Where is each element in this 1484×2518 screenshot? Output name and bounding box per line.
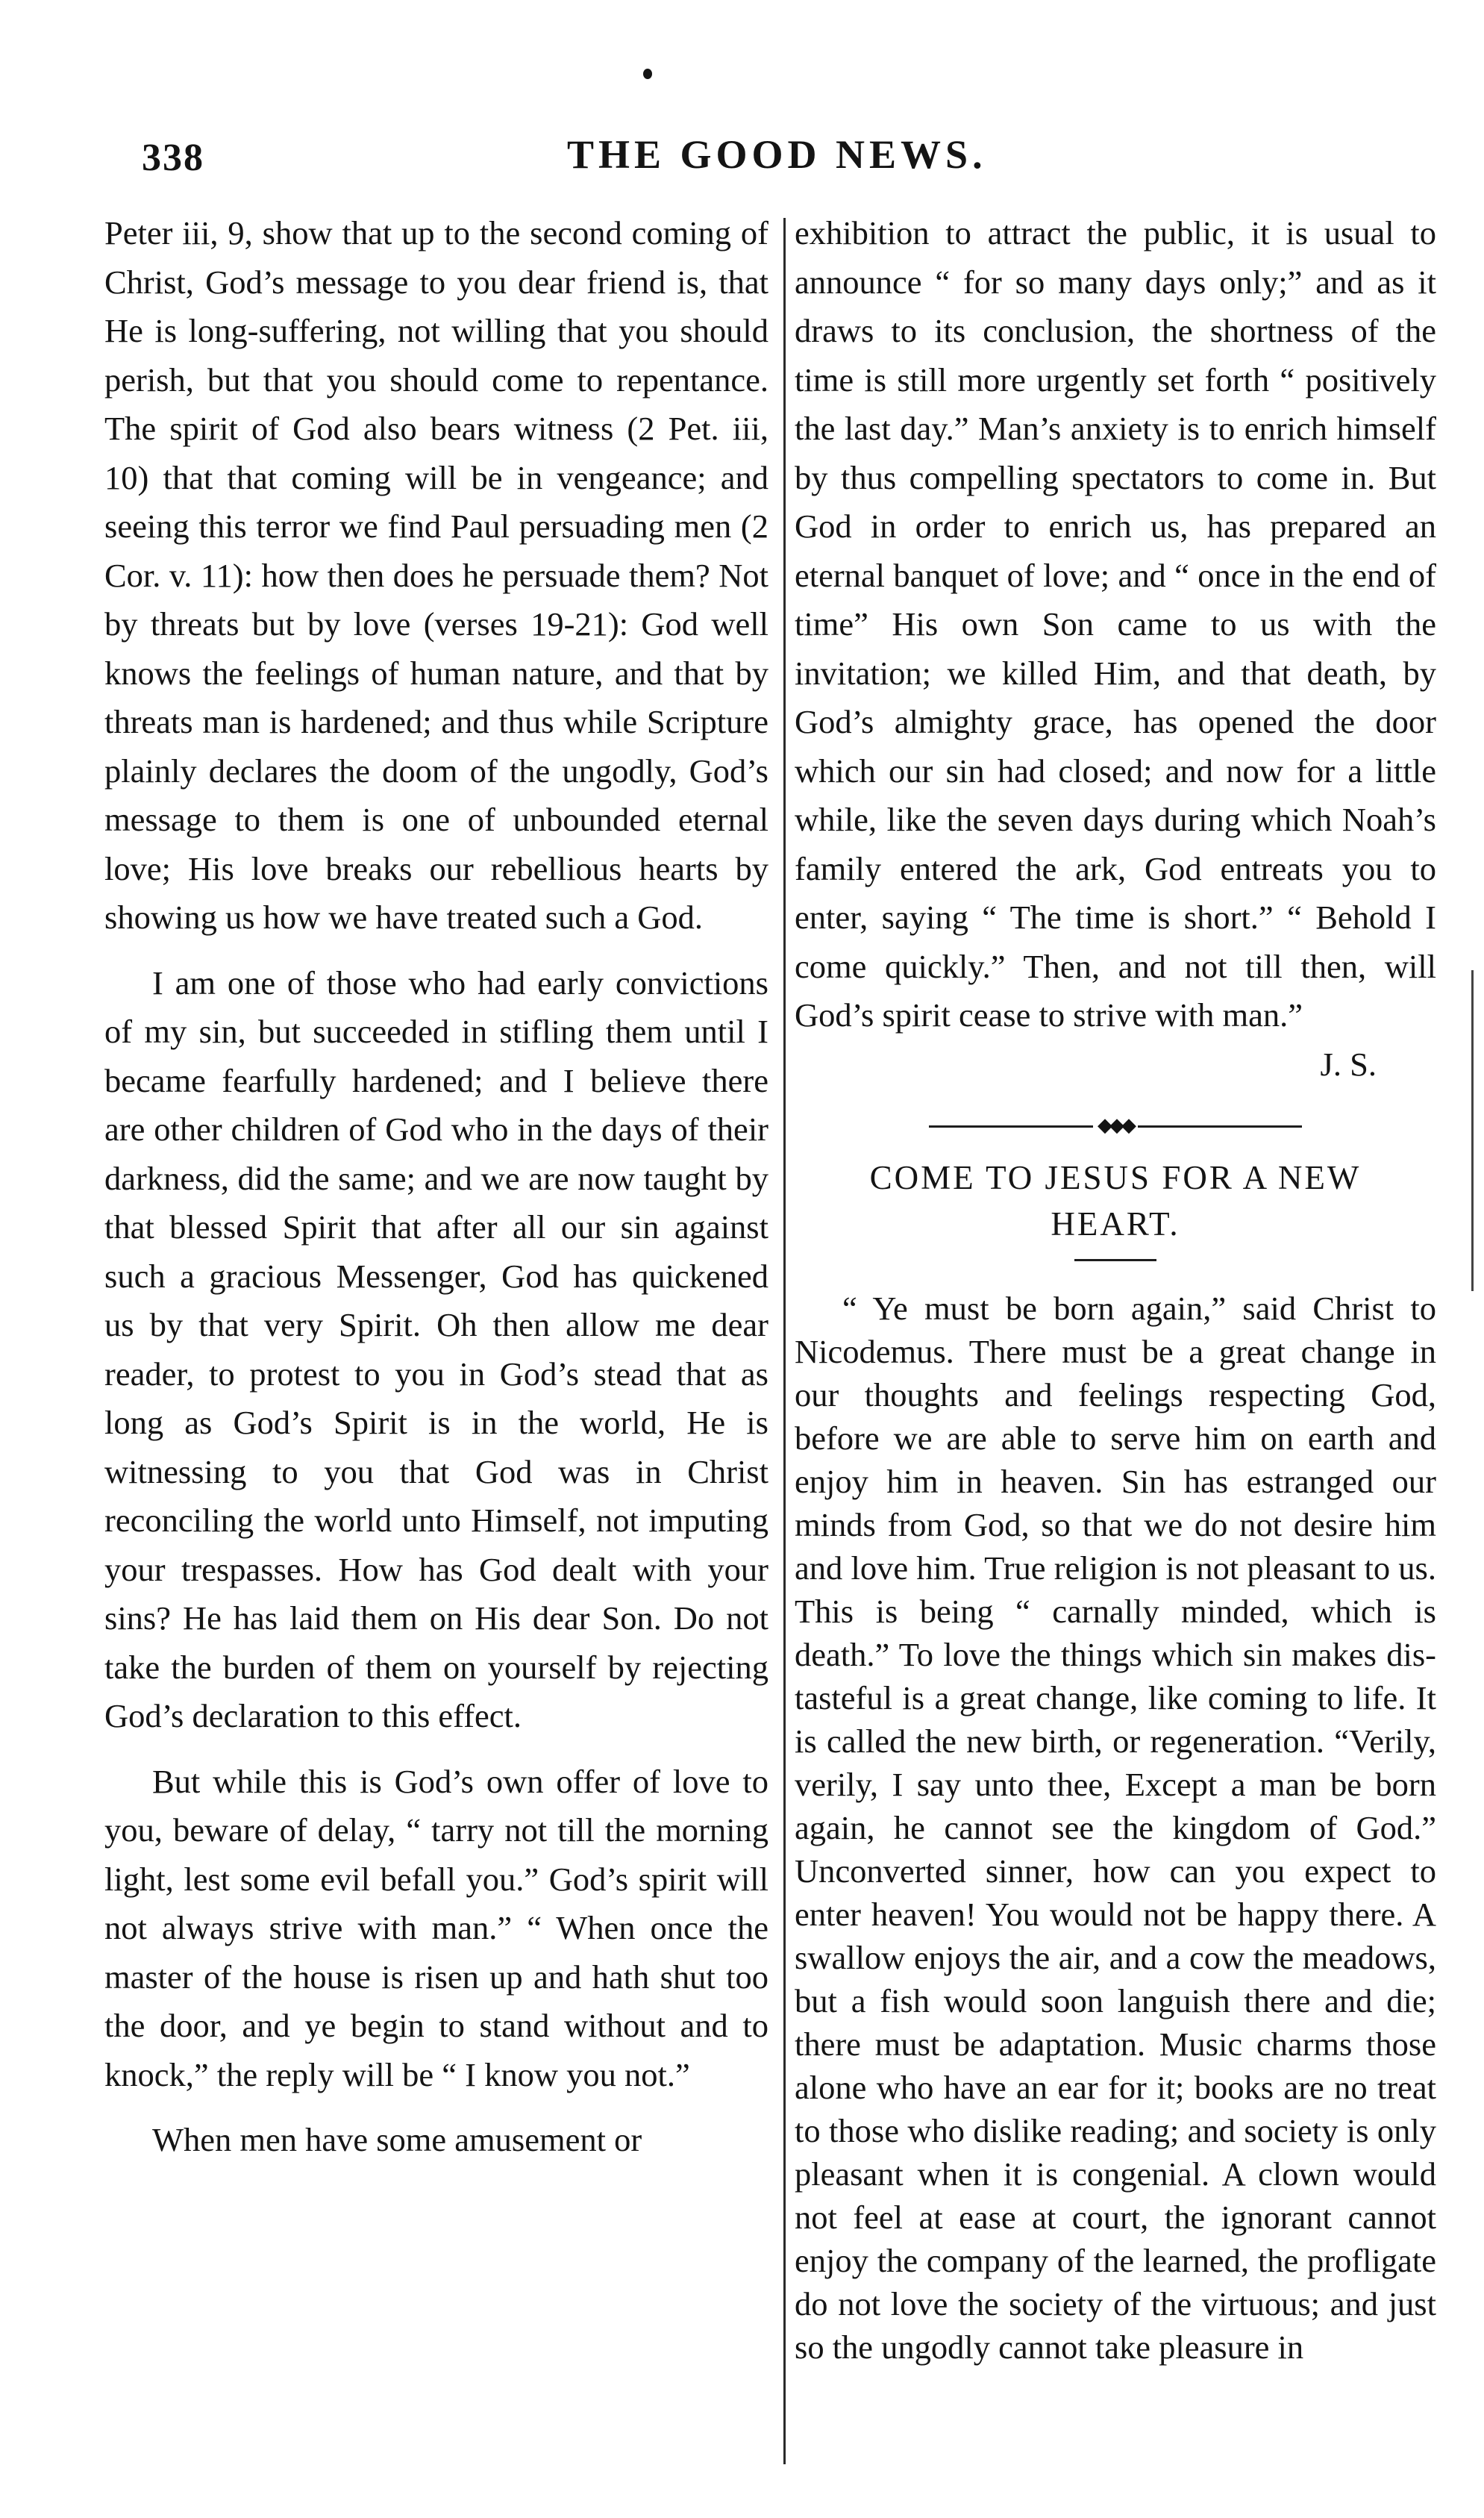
section-title: COME TO JESUS FOR A NEW xyxy=(869,1159,1362,1196)
author-signature: J. S. xyxy=(1320,1045,1377,1083)
ornament-diamonds: ◆◆◆ xyxy=(1093,1114,1138,1136)
left-column xyxy=(104,209,768,2165)
column-divider xyxy=(783,218,786,2464)
paragraph: But while this is God’s own offer of love to you, beware of delay, “ tarry not till the morning light, lest some evil befall you.” God’s spirit will not always strive with man.” “ When once the master of the house is risen up and hath shut too the door, and ye begin to stand without and to knock,” the reply will be “ I know you not.” xyxy=(104,1762,768,2093)
section-ornament xyxy=(795,1111,1436,1141)
section-title-continued: HEART. xyxy=(1051,1205,1180,1243)
running-title: THE GOOD NEWS. xyxy=(567,132,987,177)
paragraph: I am one of those who had early convictions of my sin, but succeeded in stifling them until I became fearfully hardened; and I believe there are other children of God who in the days of their darkness, did the same; and we are now taught by that blessed Spirit that after all our sin against such a gracious Messenger, God has quickened us by that very Spirit. Oh then allow me dear reader, to protest to you in God’s stead that as long as God’s Spirit is in the world, He is witnessing to you that God was in Christ reconciling the world unto Himself, not imputing your trespasses. How has God dealt with your sins? He has laid them on His dear Son. Do not take the burden of them on yourself by rejecting God’s declaration to this effect. xyxy=(104,963,768,1734)
paragraph: “ Ye must be born again,” said Christ to Nicodemus. There must be a great change in our thoughts and feelings respecting God, before we are able to serve him on earth and enjoy him in heaven. Sin has estranged our minds from God, so that we do not desire him and love him. True religion is not pleasant to us. This is being “ carnally minded, which is death.” To love the things which sin makes distasteful is a great change, like coming to life. It is called the new birth, or regeneration. “Verily, verily, I say unto thee, Except a man be born again, he cannot see the kingdom of God.” Unconverted sinner, how can you expect to enter heaven! You would not be happy there. A swallow enjoys the air, and a cow the meadows, but a fish would soon languish there and die; there must be adaptation. Music charms those alone who have an ear for it; books are no treat to those who dislike reading; and society is only pleasant when it is congenial. A clown would not feel at ease at court, the ignorant cannot enjoy the company of the learned, the profligate do not love the society of the virtuous; and just so the ungodly cannot take pleasure in xyxy=(795,1290,1436,2366)
paragraph: When men have some amusement or xyxy=(152,2121,642,2158)
right-column xyxy=(795,209,1436,2369)
paragraph: Peter iii, 9, show that up to the second coming of Christ, God’s message to you dear friend is, that He is long-suffering, not willing that you should perish, but that you should come to repentance. The spirit of God also bears witness (2 Pet. iii, 10) that that coming will be in vengeance; and seeing this terror we find Paul persuading men (2 Cor. v. 11): how then does he persuade them? Not by threats but by love (verses 19-21): God well knows the feelings of human nature, and that by threats man is hardened; and thus while Scripture plainly declares the doom of the ungodly, God’s message to them is one of unbounded eternal love; His love breaks our rebellious hearts by showing us how we have treated such a God. xyxy=(104,214,768,936)
paragraph: exhibition to attract the public, it is usual to announce “ for so many days only;” and as it draws to its conclusion, the shortness of the time is still more urgently set forth “ positively the last day.” Man’s anxiety is to enrich himself by thus compelling spectators to come in. But God in order to enrich us, has prepared an eternal banquet of love; and “ once in the end of time” His own Son came to us with the invitation; we killed Him, and that death, by God’s almighty grace, has opened the door which our sin had closed; and now for a little while, like the seven days during which Noah’s family entered the ark, God entreats you to enter, saying “ The time is short.” “ Behold I come quickly.” Then, and not till then, will God’s spirit cease to strive with man.” xyxy=(795,214,1436,1034)
title-underline-rule xyxy=(1074,1259,1156,1261)
page-number: 338 xyxy=(142,137,204,179)
page-edge-rule xyxy=(1471,970,1474,1291)
ink-speck xyxy=(643,69,652,79)
